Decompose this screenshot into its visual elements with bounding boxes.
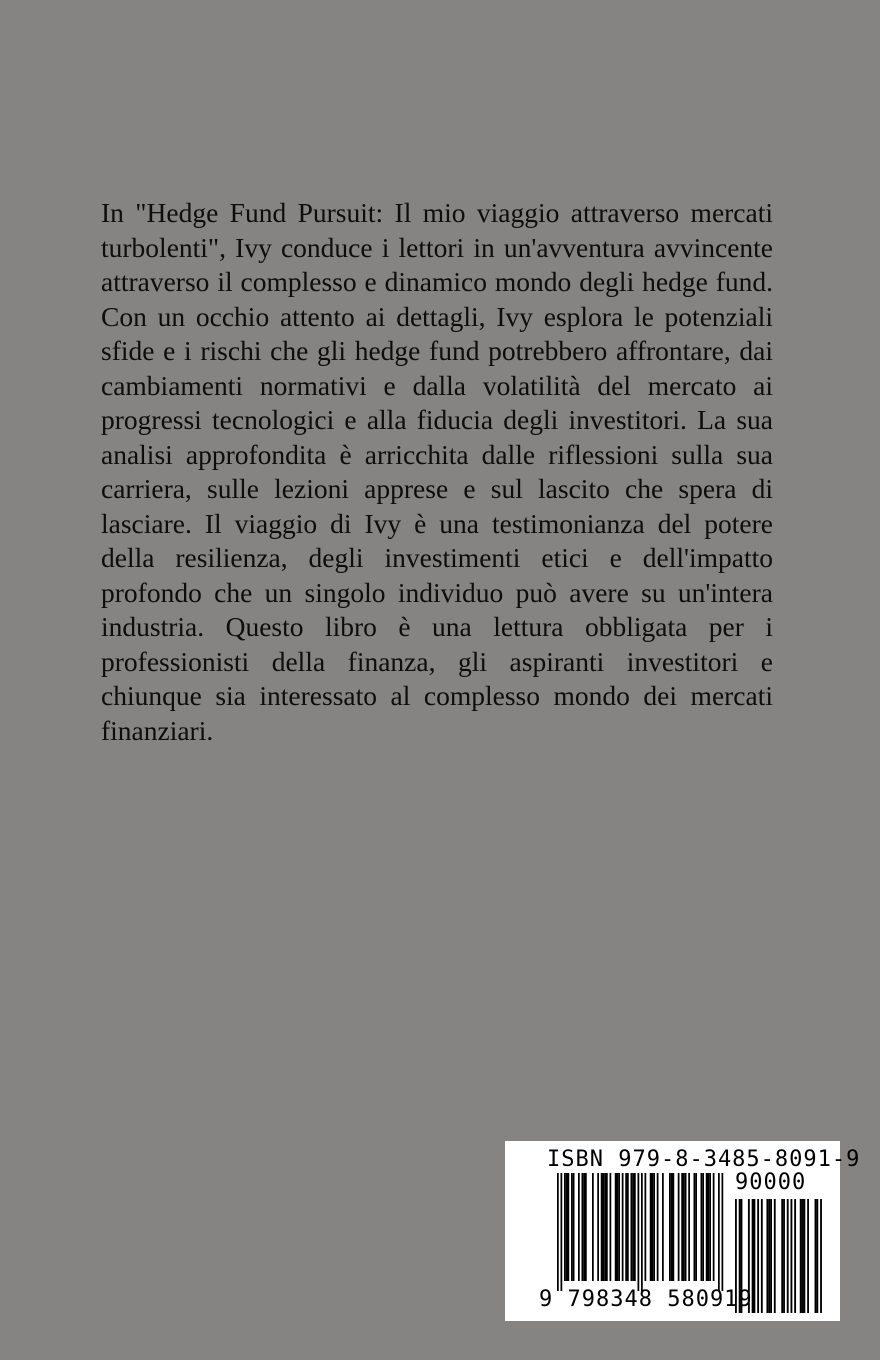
barcode-bar [597, 1173, 599, 1281]
barcode-bar [662, 1173, 664, 1281]
back-cover-blurb: In "Hedge Fund Pursuit: Il mio viaggio attraverso mercati turbolenti", Ivy conduce i lettori in un'avventura avvincente attraverso il complesso e dinamico mondo degli hedge fund. Con un occhio attento ai dettagli, Ivy esplora le potenziali sfide e i rischi che gli hedge fund potrebbero affrontare, dai cambiamenti normativi e dalla volatilità del mercato ai progressi tecnologici e alla fiducia degli investitori. La sua analisi approfondita è arricchita dalle riflessioni sulla sua carriera, sulle lezioni apprese e sul lascito che spera di lasciare. Il viaggio di Ivy è una testimonianza del potere della resilienza, degli investimenti etici e dell'impatto profondo che un singolo individuo può avere su un'intera industria. Questo libro è una lettura obbligata per i professionisti della finanza, gli aspiranti investitori e chiunque sia interessato al complesso mondo dei mercati finanziari. [101, 197, 773, 746]
barcode-bar [592, 1173, 594, 1281]
barcode-bar [615, 1173, 617, 1281]
barcode-bar [673, 1173, 675, 1281]
barcode-bar [708, 1173, 710, 1281]
barcode-bar [627, 1173, 629, 1281]
barcode-bar [694, 1173, 696, 1281]
barcode-bar [573, 1173, 575, 1281]
barcode-bar [610, 1173, 612, 1281]
barcode-bar [631, 1173, 633, 1281]
barcode-bar [657, 1173, 659, 1281]
isbn-barcode [505, 1141, 861, 1321]
barcode-bar [641, 1173, 643, 1291]
barcode-bar [800, 1199, 802, 1313]
barcode-bar [709, 1173, 711, 1281]
barcode-bar [603, 1173, 605, 1281]
barcode-bar [766, 1199, 768, 1313]
barcode-bar [768, 1199, 770, 1313]
barcode-bar [618, 1173, 620, 1281]
barcode-bar [787, 1199, 789, 1313]
barcode-bar [816, 1199, 818, 1313]
barcode-bar [671, 1173, 673, 1281]
barcode-bar [770, 1199, 772, 1313]
barcode-bar [632, 1173, 634, 1281]
barcode-bar [757, 1199, 759, 1313]
barcode-bar [718, 1173, 720, 1291]
barcode-bar [645, 1173, 647, 1281]
barcode-bar [652, 1173, 654, 1281]
barcode-bar [604, 1173, 606, 1281]
barcode-bar [706, 1173, 708, 1281]
isbn-label: ISBN 979-8-3485-8091-9 [547, 1147, 861, 1172]
barcode-bar [578, 1173, 580, 1281]
barcode-bar [585, 1173, 587, 1281]
barcode-bar [685, 1173, 687, 1281]
barcode-bar [650, 1173, 652, 1281]
barcode-bar [783, 1199, 785, 1313]
barcode-bar [638, 1173, 640, 1291]
barcode-bar [702, 1173, 704, 1281]
barcode-bar [761, 1199, 763, 1313]
barcode-bar [564, 1173, 566, 1281]
barcode-bar [722, 1173, 724, 1291]
barcode-bar [561, 1173, 563, 1291]
barcode-bar [634, 1173, 636, 1281]
barcode-bar [617, 1173, 619, 1281]
barcode-bar [653, 1173, 655, 1281]
barcode-bar [807, 1199, 809, 1313]
barcode-bar [678, 1173, 680, 1281]
barcode-bar [820, 1199, 822, 1313]
barcode-bar [713, 1173, 715, 1281]
barcode-bar [803, 1199, 805, 1313]
ean-digits: 9 798348 580919 [539, 1287, 753, 1312]
barcode-bar [566, 1173, 568, 1281]
barcode-bar [601, 1173, 603, 1281]
barcode-bar [625, 1173, 627, 1281]
barcode-bar [815, 1199, 817, 1313]
barcode-bar [606, 1173, 608, 1281]
barcode-bar [802, 1199, 804, 1313]
price-code: 90000 [735, 1170, 807, 1195]
barcode-bar [622, 1173, 624, 1281]
barcode-bar [794, 1199, 796, 1313]
barcode-bar [781, 1199, 783, 1313]
barcode-bar [681, 1173, 683, 1281]
barcode-bar [688, 1173, 690, 1281]
barcode-bar [754, 1199, 756, 1313]
barcode-bar [774, 1199, 776, 1313]
barcode-bar [701, 1173, 703, 1281]
ean-bars [557, 1173, 723, 1291]
barcode-bar [669, 1173, 671, 1281]
barcode-bar [583, 1173, 585, 1281]
barcode-bar [557, 1173, 559, 1291]
barcode-bar [791, 1199, 793, 1313]
barcode-bar [568, 1173, 570, 1281]
barcode-bar [695, 1173, 697, 1281]
barcode-bar [582, 1173, 584, 1281]
barcode-bar [683, 1173, 685, 1281]
barcode-bar [571, 1173, 573, 1281]
